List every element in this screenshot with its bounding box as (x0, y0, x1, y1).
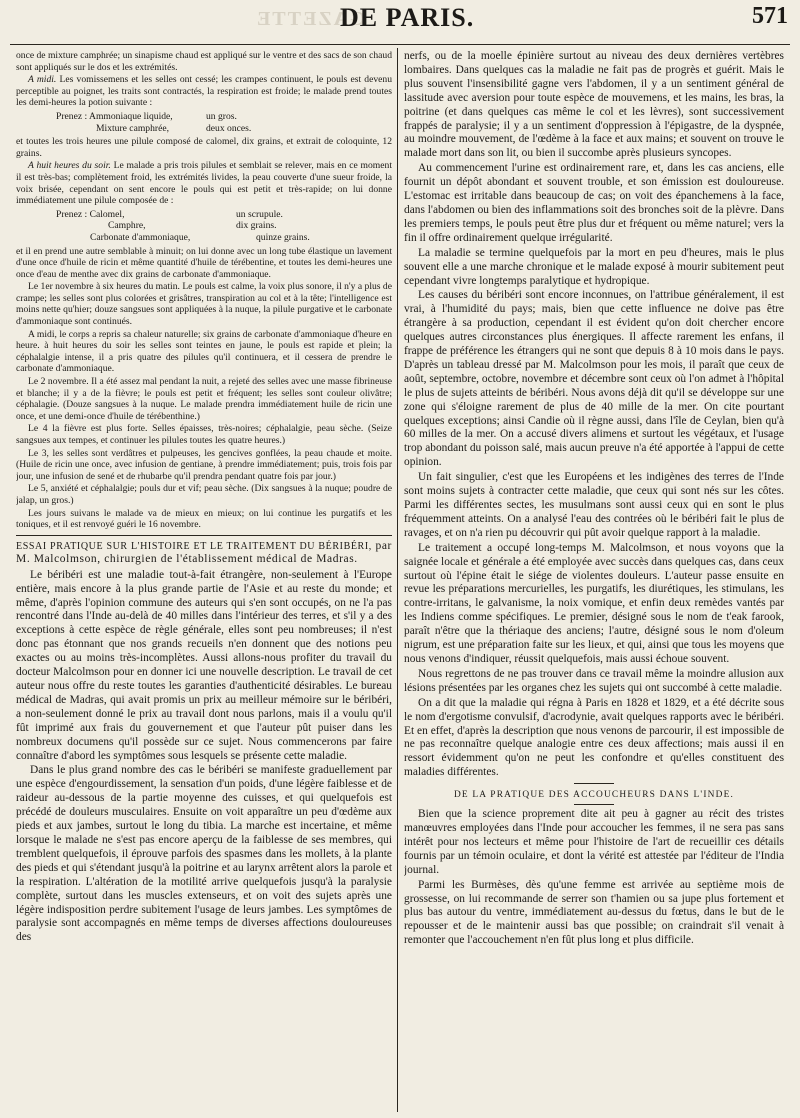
running-title: DE PARIS. (340, 3, 475, 32)
time-label: A midi. (28, 74, 57, 86)
prescription-line (56, 220, 392, 232)
ingredient: Camphre, (108, 220, 146, 232)
case-report (16, 50, 392, 531)
prescription-line (56, 209, 392, 221)
paragraph: Les jours suivans le malade va de mieux en mieux; on lui continue les purgatifs et les toniques, et il est renvoyé guéri le 16 novembre. (16, 507, 392, 531)
prescription-line (56, 232, 392, 244)
paragraph: Le 2 novembre. Il a été assez mal pendant la nuit, a rejeté des selles avec une masse fibrineuse et blanche; il y a de la fièvre; le pouls est petit et fréquent; les selles sont couleur olivâtre; céphalagie. (Douze sangsues à la nuque. Le malade prendra immédiatement huile de ricin une once, et une demi-once d'huile de térébenthine.) (16, 376, 392, 422)
paragraph: Le 3, les selles sont verdâtres et pulpeuses, les gencives gonflées, la peau chaude et moite. (Huile de ricin une once, avec infusion de gentiane, à prendre immédiatement; puis, trois fois par jour, une infusion de sené et de rhubarbe qu'il prendra pendant quatre fois par jour.) (16, 447, 392, 482)
article-body-continued (404, 50, 784, 780)
right-column (404, 50, 784, 1110)
paragraph (16, 160, 392, 206)
article-author: par M. Malcolmson, chirurgien de l'établissement médical de Madras. (16, 539, 392, 565)
prescription-line (56, 123, 392, 135)
paragraph: On a dit que la maladie qui régna à Paris en 1828 et 1829, et a été décrite sous le nom d'ergotisme convulsif, d'acrodynie, avait quelques rapports avec le béribéri. Et en effet, d'après la description que nous venons de parcourir, il est impossible de ne pas reconnaître quelque analogie entre ces deux affections; mais aussi il en ressort évidemment qu'on ne peut les confondre et qu'elles constituent des maladies différentes. (404, 696, 784, 779)
ingredient: Carbonate d'ammoniaque, (90, 231, 191, 243)
bleed-through-text: GAZETTE (255, 8, 366, 30)
section-rule (16, 535, 392, 536)
paragraph: Le 5, anxiété et céphalalgie; pouls dur et vif; peau sèche. (Dix sangsues à la nuque; poudre de jalap, un gros.) (16, 483, 392, 506)
paragraph: Bien que la science proprement dite ait peu à gagner au récit des tristes manœuvres employées dans l'Inde pour accoucher les femmes, il ne sera pas sans intérêt pour nos lecteurs et même pour l'histoire de l'art de recueillir ces détails fournis par un témoin oculaire, et dont la vérité est attestée par l'éditeur de l'India journal. (404, 808, 784, 876)
paragraph: nerfs, ou de la moelle épinière surtout au niveau des deux dernières vertèbres lombaires. Dans quelques cas la maladie ne fait pas de progrès et guérit. Mais le plus souvent l'insensibilité gagne vers l'abdomen, il y a un sentiment général de lassitude avec aversion pour toute espèce de mouvemens, et les mains, les bras, la poitrine (et dans quelques cas même le col et les lèvres), sont successivement frappés de paralysie; il y a un sentiment d'oppression à l'épigastre, de la dyspnée, au moindre mouvement, de l'œdème à la face et aux mains; et souvent on trouve le malade mort dans son lit, ou bien il succombe après plusieurs syncopes. (404, 50, 784, 160)
paragraph: Parmi les Burmèses, dès qu'une femme est arrivée au septième mois de grossesse, on lui recommande de serrer son t'hamien ou sa jupe plus fortement et plus bas autour du ventre, immédiatement au-dessus du fœtus, dans le but de le repousser et de le maintenir aussi bas que possible; on craindrait s'il venait à remonter que l'accouchement n'en fût plus long et plus difficile. (404, 878, 784, 947)
paragraph: A midi, le corps a repris sa chaleur naturelle; six grains de carbonate d'ammoniaque d'heure en heure. à huit heures du soir les selles sont teintes en jaune, le pouls est rapide et plein; la céphalalgie intense, il a pris quatre des pilules qu'il continuera, et il cessera de prendre le carbonate d'ammoniaque. (16, 328, 392, 375)
prescription (56, 209, 392, 244)
section-heading: DE LA PRATIQUE DES ACCOUCHEURS DANS L'INDE. (453, 790, 735, 801)
page-header (0, 0, 800, 40)
section-rule (574, 804, 614, 805)
article-title-text: ESSAI PRATIQUE SUR L'HISTOIRE ET LE TRAITEMENT DU BÉRIBÉRI, (16, 540, 372, 552)
paragraph: Au commencement l'urine est ordinairement rare, et, dans les cas anciens, elle fournit un dépôt abondant et souvent trouble, et son émission est douloureuse. L'estomac est irritable dans beaucoup de cas; on voit des épanchemens à la face, dans l'abdomen ou bien des inflammations soit des bronches soit de la plèvre. Dans les premiers temps, le pouls peut être plus dur et fréquent ou même naturel; vers la fin il offre ordinairement quelque irrégularité. (404, 162, 784, 244)
column-rule (397, 48, 398, 1112)
prescription (56, 111, 392, 134)
paragraph: once de mixture camphrée; un sinapisme chaud est appliqué sur le ventre et des sacs de son chaud sont appliqués sur le dos et les extrémités. (16, 50, 392, 73)
paragraph: Les causes du béribéri sont encore inconnues, on l'attribue généralement, il est vrai, à l'humidité du pays; mais, bien que cette influence ne doive pas être étrangère à sa production, cependant il est évident qu'on doit chercher encore quelques autres circonstances plus énergiques. Il affecte rarement les enfans, il frappe de préférence les étrangers qui ne sont que depuis 8 à 10 mois dans le pays. D'après un tableau dressé par M. Malcolmson pour les mois, il paraît que ceux de août, septembre, octobre, novembre et décembre sont ceux où l'on admet à l'hôpital le plus de sujets atteints de béribéri. Nous avons déjà dit qu'il se développe sur une zone qui s'éloigne rarement de plus de 40 mille de la mer. On cite pourtant quelques exceptions; ainsi Candie où il règne aussi, dans l'île de Ceylan, bien qu'à 60 milles de la mer. On a accusé divers alimens et surtout les végétaux, et l'usage trop abondant du poisson salé, mais aucun preuve n'a été apportée à l'appui de cette opinion. (404, 289, 784, 469)
paragraph: et il en prend une autre semblable à minuit; on lui donne avec un long tube élastique un lavement d'une once d'huile de ricin et même quantité d'huile de térébentine, et toutes les demi-heures une once d'eau de menthe avec dix grains de carbonate d'ammoniaque. (16, 245, 392, 280)
dose: deux onces. (206, 122, 252, 134)
paragraph-text: Le malade a pris trois pilules et semblait se relever, mais en ce moment il est très-bas; complètement froid, les extrémités livides, la peau couverte d'une sueur froide, la voix brisée, cependant on sent encore le pouls qui est petit et très-rapide; on lui donne immédiatement une pilule composée de : (16, 160, 392, 207)
paragraph: Le traitement a occupé long-temps M. Malcolmson, et nous voyons que la saignée locale et générale a été employée avec succès dans quelques cas, dans ceux surtout où l'épine était le siége de violentes douleurs. L'auteur passe ensuite en revue les préparations mercurielles, les purgatifs, les diurétiques, les stimulans, les contre-irritans, le galvanisme, la noix vomique, et enfin deux remèdes vantés par les Indiens comme spécifiques. Le premier, désigné sous le nom de t'eak farook, paraît n'être que la thériaque des anciens; l'autre, désigné sous le nom d'oleum nigrum, est une préparation faite sur les lieux, et qui, ainsi que tous les moyens que nous venons d'indiquer, réussit quelquefois, mais aussi échoue souvent. (404, 541, 784, 665)
prescription-line (56, 111, 392, 123)
dose: dix grains. (236, 220, 277, 232)
paragraph: Dans le plus grand nombre des cas le béribéri se manifeste graduellement par une espèce d'engourdissement, la sensation d'un poids, d'une légère faiblesse et de raideur au-dessous de la partie moyenne des cuisses, et qui quelquefois est précédé de douleurs musculaires. Ensuite on voit apparaître un peu d'œdème aux pieds et aux jambes, surtout le long du tibia. La marche est incertaine, et même lorsque le malade ne s'est pas encore aperçu de la faiblesse de ses membres, qui tremblent quelquefois, il éprouve parfois des spasmes dans les mollets, à la plante des pieds et qui s'étendant jusqu'à la poitrine et au larynx arrêtent alors la parole et la respiration. L'altération de la motilité arrive quelquefois jusqu'à la paralysie complète, surtout dans les muscles extenseurs, et on voit des sujets après une légère indisposition perdre subitement l'usage de leurs jambes. Les symptômes de paralysie sont accompagnés en même temps de diverses affections douloureuses des (16, 764, 392, 944)
paragraph: Nous regrettons de ne pas trouver dans ce travail même la moindre allusion aux lésions présentées par les organes chez les sujets qui ont succombé à cette maladie. (404, 667, 784, 694)
section-rule (574, 783, 614, 784)
paragraph: Le béribéri est une maladie tout-à-fait étrangère, non-seulement à l'Europe entière, mais encore à la plus grande partie de l'Asie et au reste du monde; et même, d'après l'opinion commune des auteurs qui s'en sont occupés, on ne l'a pas rencontré dans l'Inde au-delà de 40 milles dans l'intérieur des terres, et s'il y a des exceptions à cette espèce de règle générale, elles sont peu nombreuses; il n'est donc pas étonnant que nos grands recueils n'en donnent que des notions peu exactes ou au moins très-incomplètes. Aussi allons-nous profiter du travail du docteur Malcolmson pour en donner ici une nouvelle description. Le travail de cet auteur nous offre du reste toutes les garanties d'authenticité désirables. Le bureau médical de Madras, qui avait promis un prix au meilleur mémoire sur le béribéri, a non-seulement donné le prix au travail dont nous parlons, mais il a voulu qu'il fût imprimé aux frais du gouvernement et que l'auteur pût puiser dans les nombreux documens qu'il possède sur ce sujet. Nous commencerons par faire connaître d'abord les symptômes sous lesquels se présente cette maladie. (16, 568, 392, 762)
left-column (16, 50, 392, 1110)
time-label: A huit heures du soir. (28, 160, 111, 172)
article-body (16, 569, 392, 945)
paragraph: et toutes les trois heures une pilule composé de calomel, dix grains, et extrait de coloquinte, 12 grains. (16, 136, 392, 159)
header-rule (10, 44, 790, 45)
ingredient: Mixture camphrée, (96, 122, 169, 134)
paragraph: Un fait singulier, c'est que les Européens et les indigènes des terres de l'Inde sont moins sujets à contracter cette maladie, que ceux qui sont nés sur les côtes. Parmi les différentes sectes, les musulmans sont aussi ceux qui en sont le plus fréquemment atteints. On a analysé l'eau des contrées où le béribéri fait le plus de ravages, et on n'a rien pu découvrir qui pût avoir quelque rapport à la maladie. (404, 471, 784, 539)
dose: un scrupule. (236, 208, 283, 220)
article-body (404, 808, 784, 948)
paragraph: Le 4 la fièvre est plus forte. Selles épaisses, très-noires; céphalalgie, peau sèche. (Seize sangsues aux tempes, et continuer les pilules toutes les quatre heures.) (16, 423, 392, 446)
page-number: 571 (752, 3, 788, 29)
article-title (16, 540, 392, 566)
paragraph-text: Les vomissemens et les selles ont cessé; les crampes continuent, le pouls est devenu perceptible au poignet, les traits sont contractés, la respiration est froide; le malade prend toutes les demi-heures la potion suivante : (16, 74, 392, 109)
paragraph: La maladie se termine quelquefois par la mort en peu d'heures, mais le plus souvent elle a une marche chronique et le malade exposé à mourir subitement peut cependant vivre longtemps paralytique et hydropique. (404, 246, 784, 287)
paragraph: Le 1er novembre à six heures du matin. Le pouls est calme, la voix plus sonore, il n'y a plus de crampe; les selles sont plus colorées et grisâtres, transpiration au col et à la tête; l'intelligence est moins nette qu'hier; douze sangsues sont appliquées à la nuque, la pilule purgative et le carbonate d'ammoniaque sont continués. (16, 281, 392, 328)
dose: un gros. (206, 110, 237, 122)
ingredient: Prenez : Ammoniaque liquide, (56, 110, 173, 122)
ingredient: Prenez : Calomel, (56, 208, 125, 220)
paragraph (16, 74, 392, 109)
dose: quinze grains. (256, 231, 310, 243)
